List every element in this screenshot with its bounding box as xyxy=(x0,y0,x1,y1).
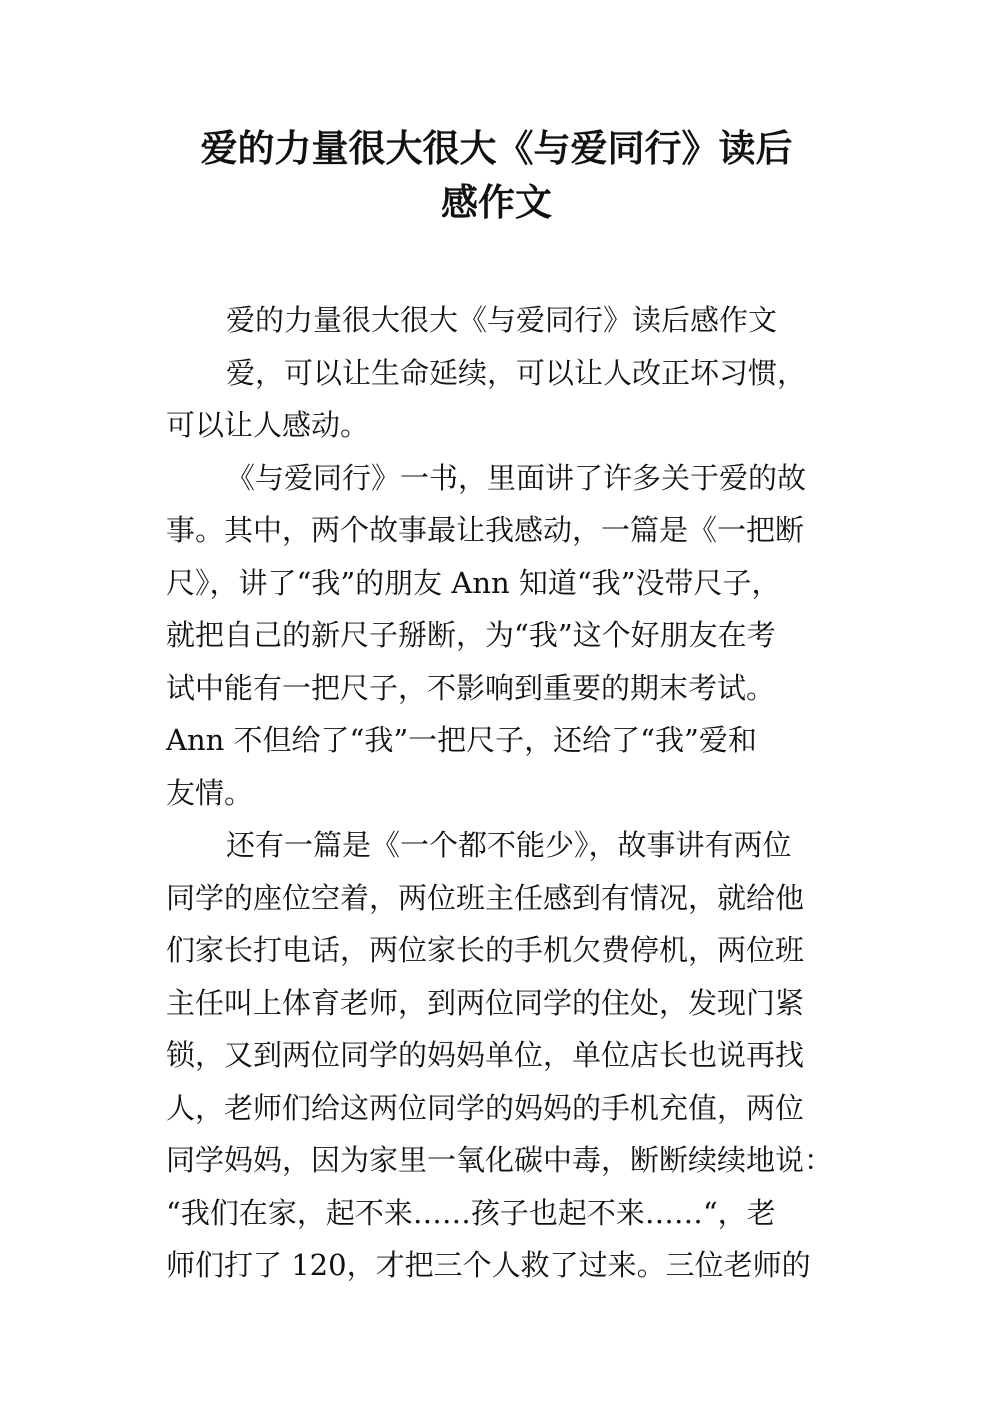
paragraph-1-line-2: 可以让人感动。 xyxy=(166,408,370,442)
paragraph-3-line-2: 同学的座位空着，两位班主任感到有情况，就给他 xyxy=(166,880,805,915)
body-heading-line: 爱的力量很大很大《与爱同行》读后感作文 xyxy=(226,303,778,337)
paragraph-2-line-5: 试中能有一把尺子，不影响到重要的期末考试。 xyxy=(166,670,776,705)
paragraph-3-line-5: 锁，又到两位同学的妈妈单位，单位店长也说再找 xyxy=(166,1038,805,1072)
paragraph-3-line-1: 还有一篇是《一个都不能少》，故事讲有两位 xyxy=(226,828,792,862)
document-title xyxy=(150,122,843,230)
paragraph-2-line-6: Ann 不但给了“我”一把尺子，还给了“我”爱和 xyxy=(166,723,757,757)
paragraph-2-line-4: 就把自己的新尺子掰断，为“我”这个好朋友在考 xyxy=(166,618,776,652)
paragraph-2-line-1: 《与爱同行》一书，里面讲了许多关于爱的故 xyxy=(226,460,807,495)
title-line-1: 爱的力量很大很大《与爱同行》读后 xyxy=(200,127,793,170)
title-line-2: 感作文 xyxy=(441,181,552,224)
paragraph-3-line-7: 同学妈妈，因为家里一氧化碳中毒，断断续续地说： xyxy=(166,1143,834,1177)
paragraph-2-line-7: 友情。 xyxy=(166,775,254,810)
paragraph-3-line-9: 师们打了 120，才把三个人救了过来。三位老师的 xyxy=(166,1248,811,1282)
paragraph-2-line-2: 事。其中，两个故事最让我感动，一篇是《一把断 xyxy=(166,513,805,547)
paragraph-2-line-3: 尺》，讲了“我”的朋友 Ann 知道“我”没带尺子， xyxy=(166,565,781,600)
paragraph-3-line-6: 人，老师们给这两位同学的妈妈的手机充值，两位 xyxy=(166,1090,805,1125)
paragraph-1-line-1: 爱，可以让生命延续，可以让人改正坏习惯， xyxy=(226,355,807,390)
paragraph-3-line-8: “我们在家，起不来……孩子也起不来……“，老 xyxy=(166,1195,776,1230)
paragraph-3-line-4: 主任叫上体育老师，到两位同学的住处，发现门紧 xyxy=(166,985,805,1020)
document-body xyxy=(166,294,834,1292)
paragraph-3-line-3: 们家长打电话，两位家长的手机欠费停机，两位班 xyxy=(166,933,805,967)
